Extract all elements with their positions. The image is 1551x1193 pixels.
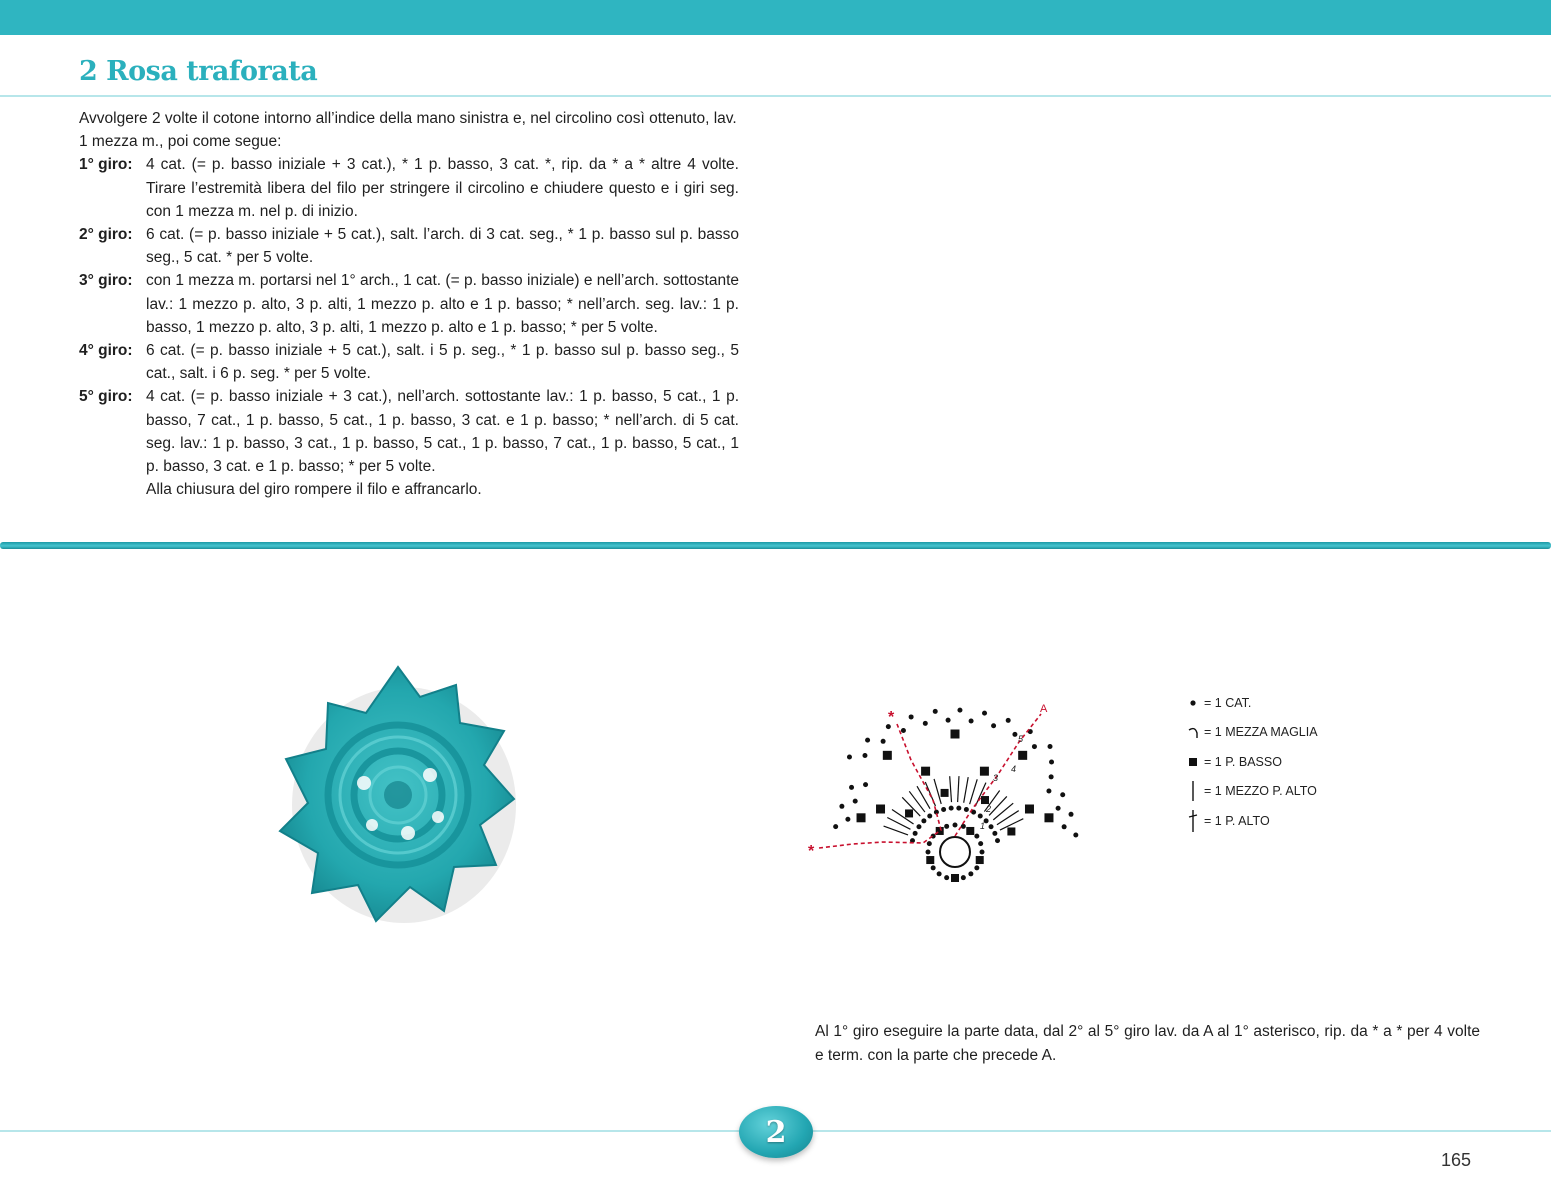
page-title: 2 Rosa traforata [79, 56, 318, 87]
legend-label: = 1 MEZZO P. ALTO [1204, 784, 1317, 799]
diagram-round-1: 1 [980, 821, 986, 831]
diagram-dot [961, 875, 966, 880]
diagram-legend [1182, 688, 1402, 836]
round-label: 3° giro: [79, 272, 133, 290]
diagram-square [921, 767, 930, 776]
legend-label: = 1 CAT. [1204, 695, 1252, 710]
instructions-block [79, 107, 739, 501]
pattern-number-badge [739, 1106, 813, 1158]
diagram-stitches [819, 708, 1078, 882]
diagram-tall-stitch [989, 796, 1007, 815]
yarn-divider [0, 542, 1551, 549]
diagram-dot [849, 785, 854, 790]
round-label: 2° giro: [79, 226, 133, 244]
round-5 [79, 385, 739, 478]
legend-item [1182, 777, 1402, 807]
diagram-dot [921, 818, 926, 823]
diagram-dot [845, 817, 850, 822]
diagram-dot [978, 841, 983, 846]
diagram-dot [969, 718, 974, 723]
diagram-dot [1006, 718, 1011, 723]
diagram-dot [989, 824, 994, 829]
diagram-square [966, 827, 974, 835]
diagram-dot [974, 834, 979, 839]
diagram-dot [964, 807, 969, 812]
diagram-dot [978, 813, 983, 818]
diagram-note: Al 1° giro eseguire la parte data, dal 2° al 5° giro lav. da A al 1° asterisco, rip. da * a * per 4 volte e term. con la parte che precede A. [815, 1023, 1480, 1064]
crochet-diagram [805, 680, 1125, 900]
diagram-dot [1062, 824, 1067, 829]
legend-label: = 1 P. BASSO [1204, 754, 1282, 769]
diagram-dot [992, 831, 997, 836]
legend-item [1182, 718, 1402, 748]
diagram-square [1025, 805, 1034, 814]
round-text: 4 cat. (= p. basso iniziale + 3 cat.), * 1 p. basso, 3 cat. *, rip. da * a * altre 4 volte. Tirare l’estremità libera del filo per stringere il circolino e chiudere questo e i giri seg. con 1 mezza m. nel p. di inizio. [146, 156, 739, 220]
diagram-round-3: 3 [993, 773, 999, 783]
diagram-dot [863, 782, 868, 787]
round-label: 5° giro: [79, 388, 133, 406]
page-number: 165 [1441, 1150, 1472, 1170]
diagram-dot [927, 841, 932, 846]
round-text: 6 cat. (= p. basso iniziale + 5 cat.), salt. l’arch. di 3 cat. seg., * 1 p. basso sul p. basso seg., 5 cat. * per 5 volte. [146, 226, 739, 267]
diagram-dot [1049, 774, 1054, 779]
diagram-dot [957, 708, 962, 713]
diagram-dot [1073, 833, 1078, 838]
diagram-dot [991, 723, 996, 728]
round-text: 4 cat. (= p. basso iniziale + 3 cat.), nell’arch. sottostante lav.: 1 p. basso, 5 cat., 1 p. basso, 7 cat., 1 p. basso, 5 cat., 1 p. basso, 3 cat. e 1 p. basso; * nell’arch. di 5 cat. seg. lav.: 1 p. basso, 3 cat., 1 p. basso, 5 cat., 1 p. basso, 7 cat., 1 p. basso, 5 cat., 1 p. basso, 3 cat. e 1 p. basso; * per 5 volte. [146, 388, 739, 476]
diagram-dot [853, 799, 858, 804]
legend-label: = 1 P. ALTO [1204, 813, 1270, 828]
diagram-dot [1012, 732, 1017, 737]
round-4 [79, 339, 739, 385]
diagram-dot [1032, 744, 1037, 749]
diagram-asterisk-left: * [808, 843, 815, 860]
diagram-dot [944, 824, 949, 829]
diagram-dot [961, 824, 966, 829]
round-label: 1° giro: [79, 156, 133, 174]
closing-note: Alla chiusura del giro rompere il filo e affrancarlo. [146, 481, 482, 499]
diagram-dot [1046, 789, 1051, 794]
diagram-dot [881, 739, 886, 744]
diagram-dot [937, 871, 942, 876]
diagram-square [976, 856, 984, 864]
diagram-dot [923, 721, 928, 726]
square-icon [1182, 750, 1204, 774]
diagram-dot [968, 871, 973, 876]
diagram-square [941, 789, 949, 797]
diagram-dot [901, 728, 906, 733]
diagram-square [951, 874, 959, 882]
diagram-round-2: 2 [986, 804, 992, 814]
crochet-motif-photo [268, 650, 528, 940]
legend-item [1182, 806, 1402, 836]
diagram-round-5: 5 [1018, 734, 1024, 744]
diagram-square [980, 767, 989, 776]
diagram-square [981, 796, 989, 804]
round-2 [79, 223, 739, 269]
diagram-dot [931, 865, 936, 870]
legend-item [1182, 688, 1402, 718]
diagram-dot [946, 718, 951, 723]
diagram-square [1018, 751, 1027, 760]
diagram-square [876, 805, 885, 814]
diagram-square [857, 813, 866, 822]
round-text: 6 cat. (= p. basso iniziale + 5 cat.), salt. i 5 p. seg., * 1 p. basso sul p. basso seg., 5 cat., salt. i 6 p. seg. * per 5 volte. [146, 342, 739, 383]
diagram-dot [953, 823, 958, 828]
top-color-band [0, 0, 1551, 35]
dot-icon [1182, 691, 1204, 715]
diagram-square [951, 730, 960, 739]
round-1 [79, 153, 739, 223]
diagram-dot [1056, 806, 1061, 811]
diagram-path-start [819, 724, 941, 848]
diagram-tall-stitch [909, 791, 925, 812]
diagram-dot [982, 711, 987, 716]
diagram-tall-stitch [934, 779, 941, 804]
intro-paragraph: Avvolgere 2 volte il cotone intorno all’indice della mano sinistra e, nel circolino così ottenuto, lav. 1 mezza m., poi come segue: [79, 110, 737, 151]
diagram-label-a: A [1040, 703, 1048, 715]
diagram-tall-stitch [958, 776, 959, 802]
diagram-dot [1060, 792, 1065, 797]
diagram-square [1044, 813, 1053, 822]
diagram-dot [974, 865, 979, 870]
hook-arc-icon [1182, 720, 1204, 744]
diagram-dot [839, 804, 844, 809]
diagram-asterisk-top: * [888, 709, 895, 726]
diagram-dot [944, 875, 949, 880]
bar-icon [1182, 779, 1204, 803]
diagram-square [905, 809, 913, 817]
diagram-tall-stitch [964, 777, 969, 803]
round-text: con 1 mezza m. portarsi nel 1° arch., 1 cat. (= p. basso iniziale) e nell’arch. sottostante lav.: 1 mezzo p. alto, 3 p. alti, 1 mezzo p. alto e 1 p. basso; * nell’arch. seg. lav.: 1 p. basso, 1 mezzo p. alto, 3 p. alti, 1 mezzo p. alto e 1 p. basso; * per 5 volte. [146, 272, 739, 336]
diagram-dot [980, 850, 985, 855]
diagram-tall-stitch [970, 779, 978, 804]
diagram-dot [916, 824, 921, 829]
diagram-dot [847, 754, 852, 759]
diagram-round-4: 4 [1011, 764, 1017, 774]
diagram-dot [941, 807, 946, 812]
diagram-square [926, 856, 934, 864]
diagram-dot [1048, 744, 1053, 749]
diagram-dot [933, 709, 938, 714]
diagram-dot [995, 838, 1000, 843]
round-label: 4° giro: [79, 342, 133, 360]
diagram-dot [1069, 812, 1074, 817]
diagram-tall-stitch [993, 803, 1013, 820]
cross-bar-icon [1182, 809, 1204, 833]
diagram-dot [927, 813, 932, 818]
diagram-dot [1049, 759, 1054, 764]
diagram-dot [956, 806, 961, 811]
diagram-dot [865, 738, 870, 743]
diagram-dot [913, 831, 918, 836]
diagram-dot [926, 850, 931, 855]
diagram-tall-stitch [950, 776, 952, 802]
diagram-tall-stitch [884, 826, 908, 835]
diagram-dot [949, 806, 954, 811]
title-divider [0, 95, 1551, 97]
diagram-dot [833, 824, 838, 829]
diagram-start-ring [940, 837, 970, 867]
diagram-square [1007, 827, 1015, 835]
diagram-dot [862, 753, 867, 758]
legend-item [1182, 747, 1402, 777]
badge-number: 2 [765, 1114, 787, 1150]
diagram-square [883, 751, 892, 760]
legend-label: = 1 MEZZA MAGLIA [1204, 725, 1318, 740]
round-3 [79, 269, 739, 339]
diagram-dot [909, 714, 914, 719]
